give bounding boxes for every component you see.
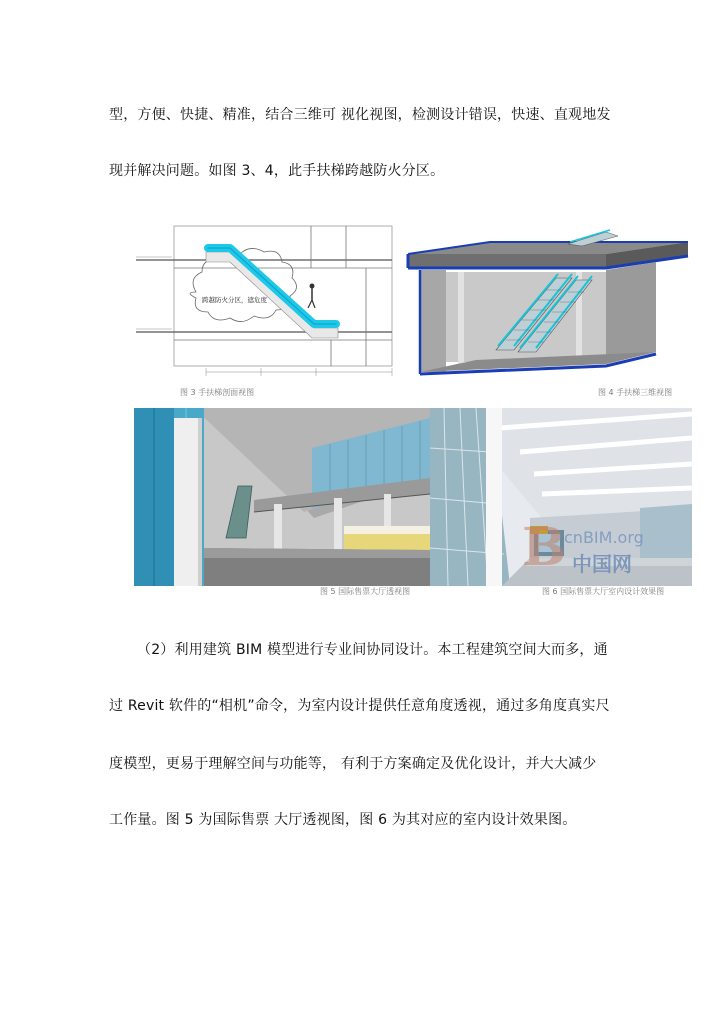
watermark [522,517,672,580]
figure-6-interior-design [430,408,692,586]
figure-5-caption: 图 5 国际售票大厅透视图 [320,587,411,596]
watermark-logo-icon: B [522,517,566,578]
paragraph-2-line-4: 工作量。图 5 为国际售票 大厅透视图，图 6 为其对应的室内设计效果图。 [109,812,577,828]
paragraph-2-line-3: 度模型，更易于理解空间与功能等， 有利于方案确定及优化设计，并大大减少 [109,756,597,772]
figure-4-caption: 图 4 手扶梯三维视图 [598,388,673,397]
figure-5-hall-perspective [134,408,430,586]
figure-3-escalator-section [136,212,406,398]
watermark-cn-text: 中国网 [572,552,632,576]
paragraph-1-line-1: 型，方便、快捷、精准，结合三维可 视化视图，检测设计错误，快速、直观地发 [109,107,611,123]
paragraph-2-line-2: 过 Revit 软件的“相机”命令，为室内设计提供任意角度透视，通过多角度真实尺 [109,698,610,714]
watermark-brand: cnBIM.org [564,528,644,547]
hall-perspective-render [134,408,430,586]
paragraph-2-line-1: （2）利用建筑 BIM 模型进行专业间协同设计。本工程建筑空间大而多，通 [137,642,608,658]
figure-3-caption: 图 3 手扶梯剖面视图 [180,388,255,397]
figure-6-caption: 图 6 国际售票大厅室内设计效果图 [542,587,665,596]
escalator-3d-model [406,212,690,398]
escalator-section-drawing [136,212,406,398]
figure-4-escalator-3d [406,212,690,398]
paragraph-1-line-2: 现并解决问题。如图 3、4，此手扶梯跨越防火分区。 [109,163,445,179]
cloud-label: 跨越防火分区，遮危度 [202,296,267,304]
